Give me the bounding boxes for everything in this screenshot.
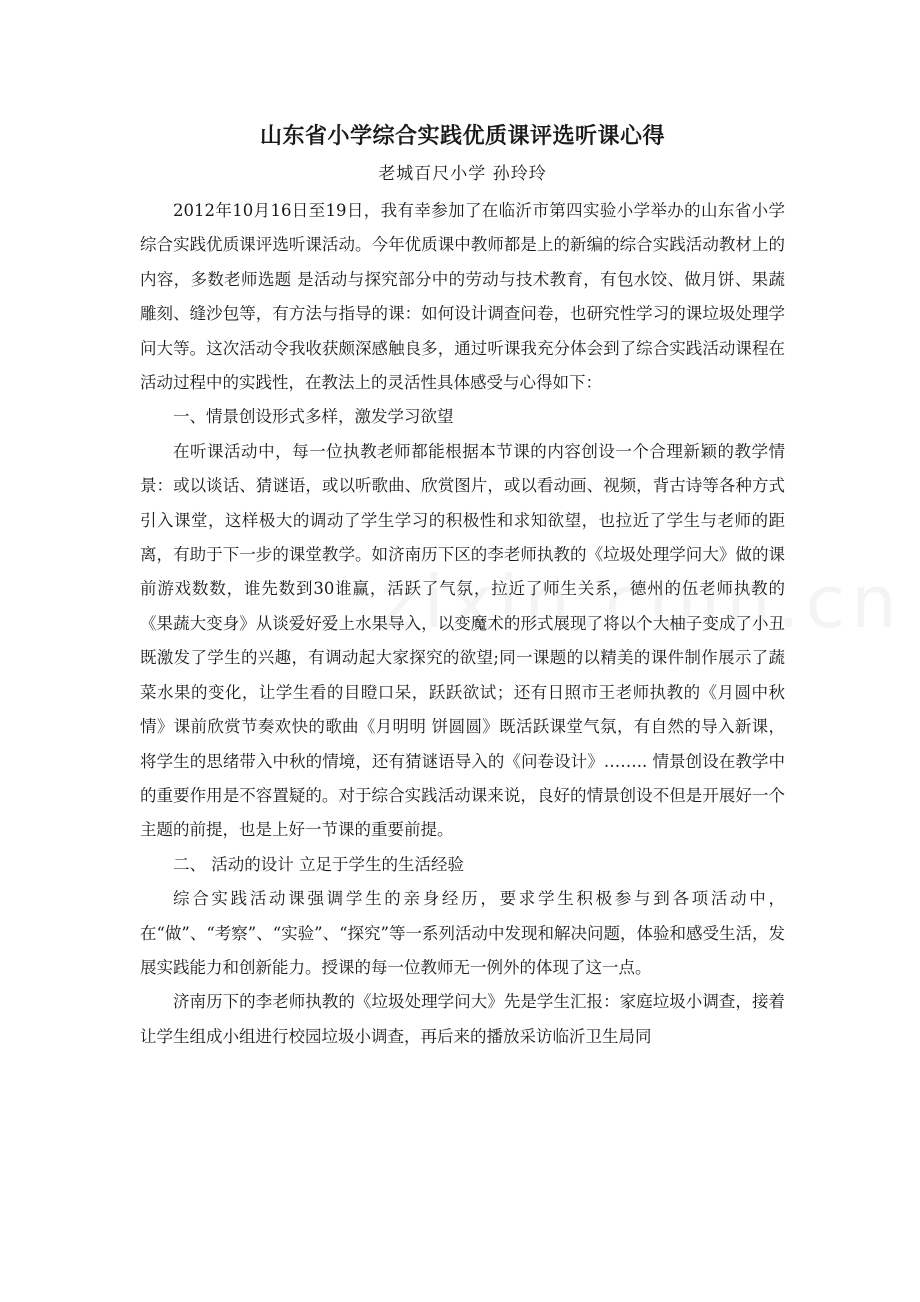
paragraph-section-2: 综合实践活动课强调学生的亲身经历，要求学生积极参与到各项活动中，在“做”、“考察”、“实验”、“探究”等一系列活动中发现和解决问题，体验和感受生活，发展实践能力和创新能力。授课的每一位教师无一例外的体现了这一点。: [140, 889, 785, 977]
paragraph-section-1: 在听课活动中，每一位执教老师都能根据本节课的内容创设一个合理新颖的教学情景：或以谈话、猜谜语，或以听歌曲、欣赏图片，或以看动画、视频，背古诗等各种方式引入课堂，这样极大的调动了学生学习的积极性和求知欲望，也拉近了学生与老师的距离，有助于下一步的课堂教学。如济南历下区的李老师执教的《垃圾处理学问大》做的课前游戏数数，谁先数到30谁赢，活跃了气氛，拉近了师生关系，德州的伍老师执教的《果蔬大变身》从谈爱好爱上水果导入，以变魔术的形式展现了将以个大柚子变成了小丑既激发了学生的兴趣，有调动起大家探究的欲望;同一课题的以精美的课件制作展示了蔬菜水果的变化，让学生看的目瞪口呆，跃跃欲试；还有日照市王老师执教的《月圆中秋情》课前欣赏节奏欢快的歌曲《月明明 饼圆圆》既活跃课堂气氛，有自然的导入新课，将学生的思绪带入中秋的情境，还有猜谜语导入的《问卷设计》…….. 情景创设在教学中的重要作用是不容置疑的。对于综合实践活动课来说，良好的情景创设不但是开展好一个主题的前提，也是上好一节课的重要前提。: [140, 441, 785, 840]
paragraph-section-2-example: 济南历下的李老师执教的《垃圾处理学问大》先是学生汇报：家庭垃圾小调查，接着让学生组成小组进行校园垃圾小调查，再后来的播放采访临沂卫生局同: [140, 992, 785, 1046]
document-content: [140, 116, 785, 1054]
document-body: [140, 194, 785, 1054]
section-heading-1: 一、情景创设形式多样，激发学习欲望: [173, 407, 454, 427]
section-heading-2: 二、 活动的设计 立足于学生的生活经验: [173, 854, 464, 874]
paragraph-intro: 2012年10月16日至19日，我有幸参加了在临沂市第四实验小学举办的山东省小学综合实践优质课评选听课活动。今年优质课中教师都是上的新编的综合实践活动教材上的内容，多数老师选题 是活动与探究部分中的劳动与技术教育，有包水饺、做月饼、果蔬雕刻、缝沙包等，有方法与指导的课：如何设计调查问卷，也研究性学习的课垃圾处理学问大等。这次活动令我收获颇深感触良多，通过听课我充分体会到了综合实践活动课程在活动过程中的实践性，在教法上的灵活性具体感受与心得如下：: [140, 201, 785, 393]
document-title: 山东省小学综合实践优质课评选听课心得: [259, 123, 665, 149]
document-author: 老城百尺小学 孙玲玲: [378, 164, 547, 184]
